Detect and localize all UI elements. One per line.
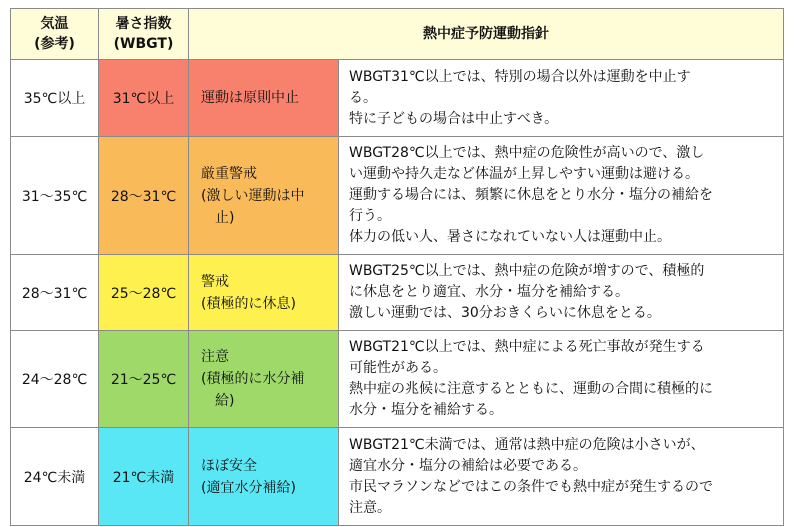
level-line: (適宜水分補給) [201, 479, 296, 496]
level-line: 注意 [201, 349, 229, 365]
wbgt-cell: 25〜28℃ [99, 255, 189, 331]
level-line: 厳重警戒 [201, 165, 257, 182]
table-row [11, 137, 784, 255]
wbgt-cell: 31℃以上 [99, 60, 189, 137]
guide-line: 行う。 [349, 208, 391, 224]
level-line: 止) [215, 209, 235, 226]
level-cell [189, 428, 339, 526]
header-wbgt-line2: (WBGT) [113, 36, 174, 52]
level-line: 警戒 [201, 273, 229, 290]
guide-line: 水分・塩分を補給する。 [349, 402, 503, 418]
guide-line: WBGT21℃以上では、熱中症による死亡事故が発生する [349, 339, 705, 355]
guide-line: 体力の低い人、暑さになれていない人は運動中止。 [349, 229, 671, 245]
guide-line: 可能性がある。 [349, 360, 447, 376]
level-line: ほぼ安全 [201, 457, 257, 474]
guide-cell [339, 255, 784, 331]
header-wbgt-line1: 暑さ指数 [115, 16, 172, 32]
guide-line: 市民マラソンなどではこの条件でも熱中症が発生するので [349, 478, 713, 495]
guide-line: 特に子どもの場合は中止すべき。 [349, 110, 559, 127]
guide-cell [339, 60, 784, 137]
level-cell [189, 60, 339, 137]
guide-line: に休息をとり適宜、水分・塩分を補給する。 [349, 284, 629, 300]
level-cell [189, 137, 339, 255]
table-row [11, 331, 784, 428]
header-temp-line1: 気温 [40, 16, 69, 32]
guide-line: 熱中症の兆候に注意するとともに、運動の合間に積極的に [349, 381, 713, 397]
guide-line: WBGT31℃以上では、特別の場合以外は運動を中止す [349, 68, 691, 85]
guide-line: 激しい運動では、30分おきくらいに休息をとる。 [349, 305, 661, 321]
level-line: 運動は原則中止 [201, 90, 299, 106]
guide-line: 運動する場合には、頻繁に休息をとり水分・塩分の補給を [349, 187, 713, 203]
wbgt-cell: 28〜31℃ [99, 137, 189, 255]
temp-cell: 24℃未満 [11, 428, 99, 526]
guide-line: 適宜水分・塩分の補給は必要である。 [349, 457, 587, 474]
guide-cell [339, 137, 784, 255]
header-temp [11, 9, 99, 60]
level-line: 給) [215, 393, 235, 409]
temp-cell: 35℃以上 [11, 60, 99, 137]
guide-line: る。 [349, 89, 377, 106]
guide-cell [339, 428, 784, 526]
level-line: (激しい運動は中 [201, 187, 305, 204]
guide-line: WBGT21℃未満では、通常は熱中症の危険は小さいが、 [349, 436, 705, 453]
wbgt-cell: 21〜25℃ [99, 331, 189, 428]
temp-cell: 31〜35℃ [11, 137, 99, 255]
table-row [11, 255, 784, 331]
wbgt-cell: 21℃未満 [99, 428, 189, 526]
level-cell [189, 255, 339, 331]
guide-line: WBGT28℃以上では、熱中症の危険性が高いので、激し [349, 145, 705, 161]
table-row [11, 428, 784, 526]
guide-line: い運動や持久走など体温が上昇しやすい運動は避ける。 [349, 166, 699, 182]
guideline-table-wrapper [10, 8, 784, 526]
level-line: (積極的に水分補 [201, 371, 305, 387]
header-wbgt [99, 9, 189, 60]
temp-cell: 24〜28℃ [11, 331, 99, 428]
level-cell [189, 331, 339, 428]
header-temp-line2: (参考) [34, 36, 75, 52]
header-row [11, 9, 784, 60]
header-guide: 熱中症予防運動指針 [189, 9, 784, 60]
table-row [11, 60, 784, 137]
guide-line: WBGT25℃以上では、熱中症の危険が増すので、積極的 [349, 263, 705, 279]
heatstroke-guideline-table [10, 8, 784, 526]
guide-cell [339, 331, 784, 428]
guide-line: 注意。 [349, 499, 391, 516]
temp-cell: 28〜31℃ [11, 255, 99, 331]
level-line: (積極的に休息) [201, 295, 296, 312]
